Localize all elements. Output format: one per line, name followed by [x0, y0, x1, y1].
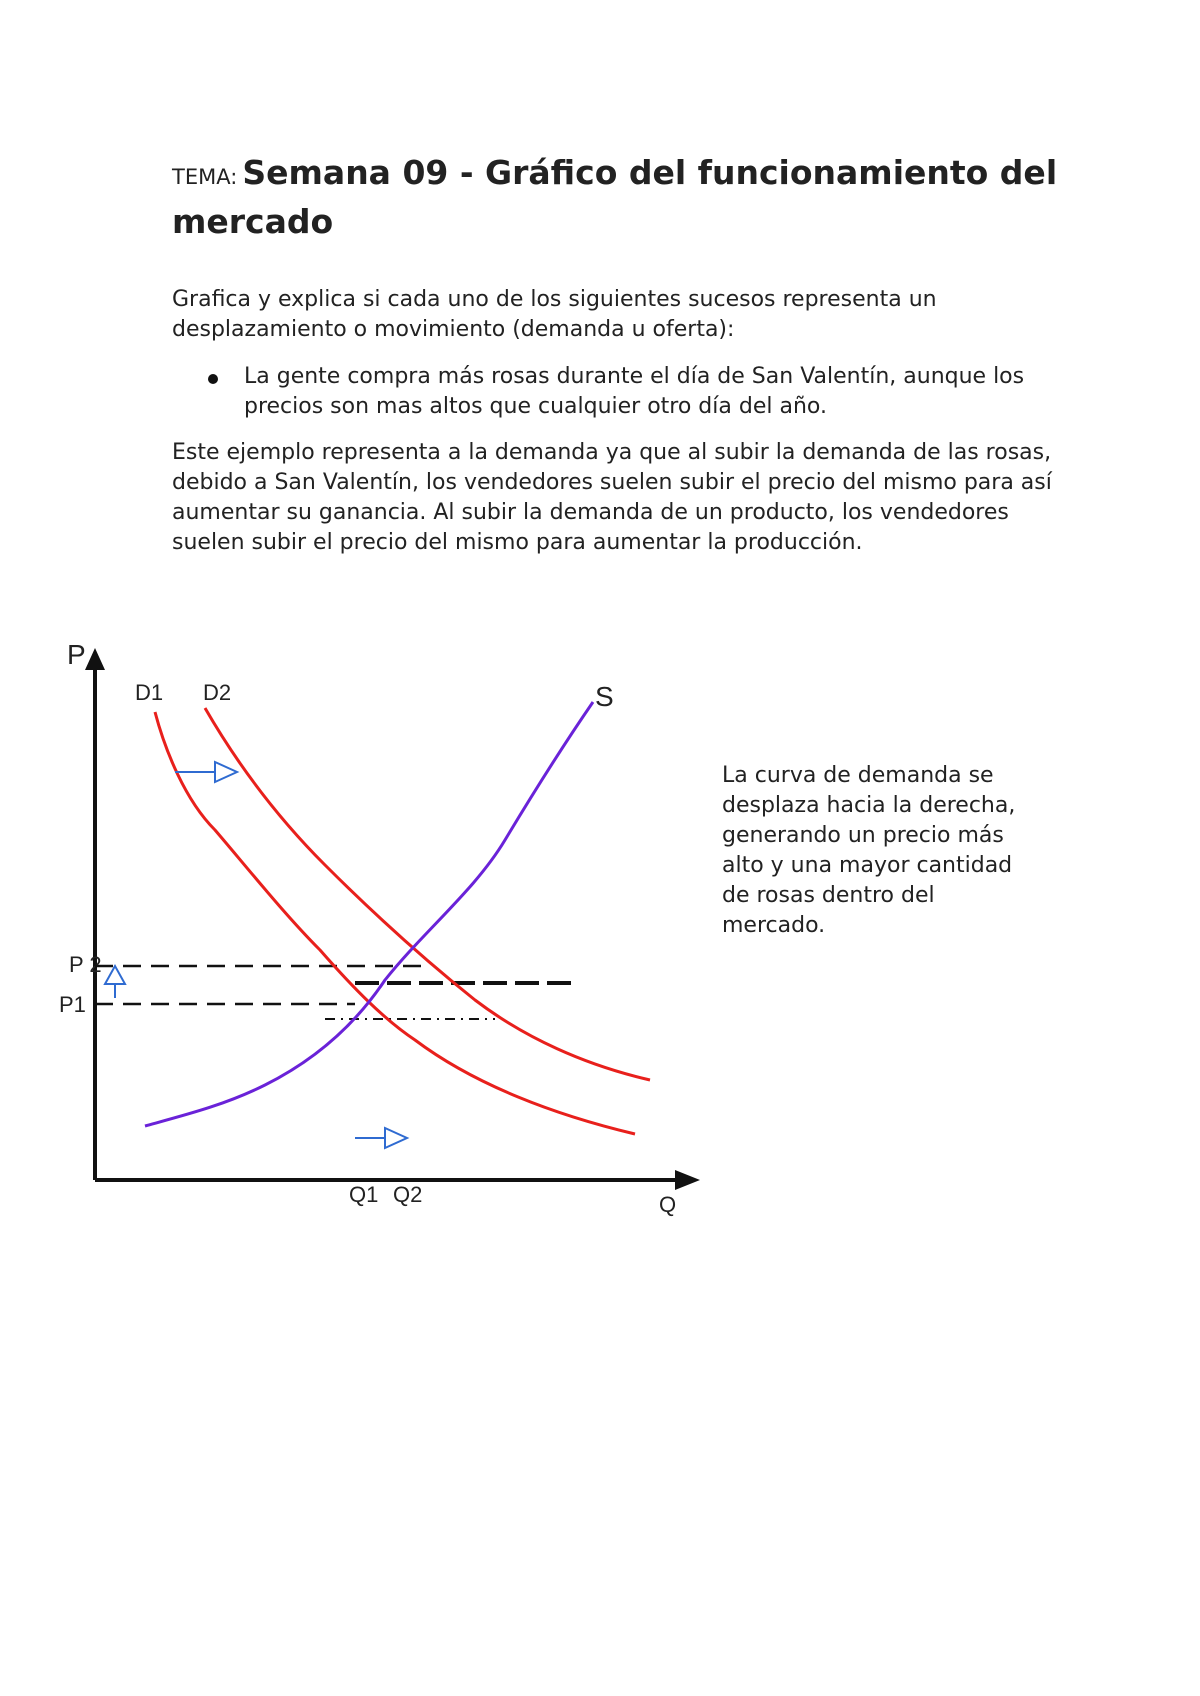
side-note: La curva de demanda se desplaza hacia la derecha, generando un precio más alto y una mayor cantidad de rosas dentro del mercado. — [722, 763, 1016, 938]
demand-label-d2: D2 — [203, 680, 232, 705]
document-title — [172, 148, 1072, 246]
supply-demand-graph — [55, 640, 705, 1220]
x-axis-arrowhead-icon — [675, 1170, 700, 1190]
shift-arrow-bottom-icon — [385, 1128, 407, 1148]
price-label-p2: P 2 — [69, 952, 102, 977]
title-label: TEMA — [172, 165, 231, 189]
quantity-label-q2: Q2 — [393, 1182, 423, 1207]
supply-label: S — [595, 681, 614, 712]
title-separator: : — [230, 165, 238, 189]
demand-curve-d2 — [205, 708, 650, 1080]
supply-curve — [145, 702, 593, 1126]
bullet-item: La gente compra más rosas durante el día de San Valentín, aunque los precios son mas altos que cualquier otro día del año. — [244, 364, 1025, 419]
x-axis-label: Q — [659, 1192, 677, 1217]
shift-arrow-top-icon — [215, 762, 237, 782]
demand-curve-d1 — [155, 712, 635, 1134]
quantity-label-q1: Q1 — [349, 1182, 379, 1207]
demand-label-d1: D1 — [135, 680, 164, 705]
title-main: Semana 09 - Gráfico del funcionamiento del mercado — [172, 153, 1058, 241]
bullet-icon — [208, 374, 218, 384]
price-label-p1: P1 — [59, 992, 86, 1017]
answer-paragraph: Este ejemplo representa a la demanda ya que al subir la demanda de las rosas, debido a San Valentín, los vendedores suelen subir el precio del mismo para así aumentar su ganancia. Al subir la demanda de un producto, los vendedores suelen subir el precio del mismo para aumentar la producción. — [172, 440, 1052, 555]
prompt-paragraph: Grafica y explica si cada uno de los siguientes sucesos representa un desplazamiento o movimiento (demanda u oferta): — [172, 287, 937, 342]
supply-demand-figure — [55, 640, 705, 1220]
y-axis-arrowhead-icon — [85, 648, 105, 670]
y-axis-label: P — [67, 640, 86, 670]
price-up-arrow-icon — [105, 966, 125, 984]
